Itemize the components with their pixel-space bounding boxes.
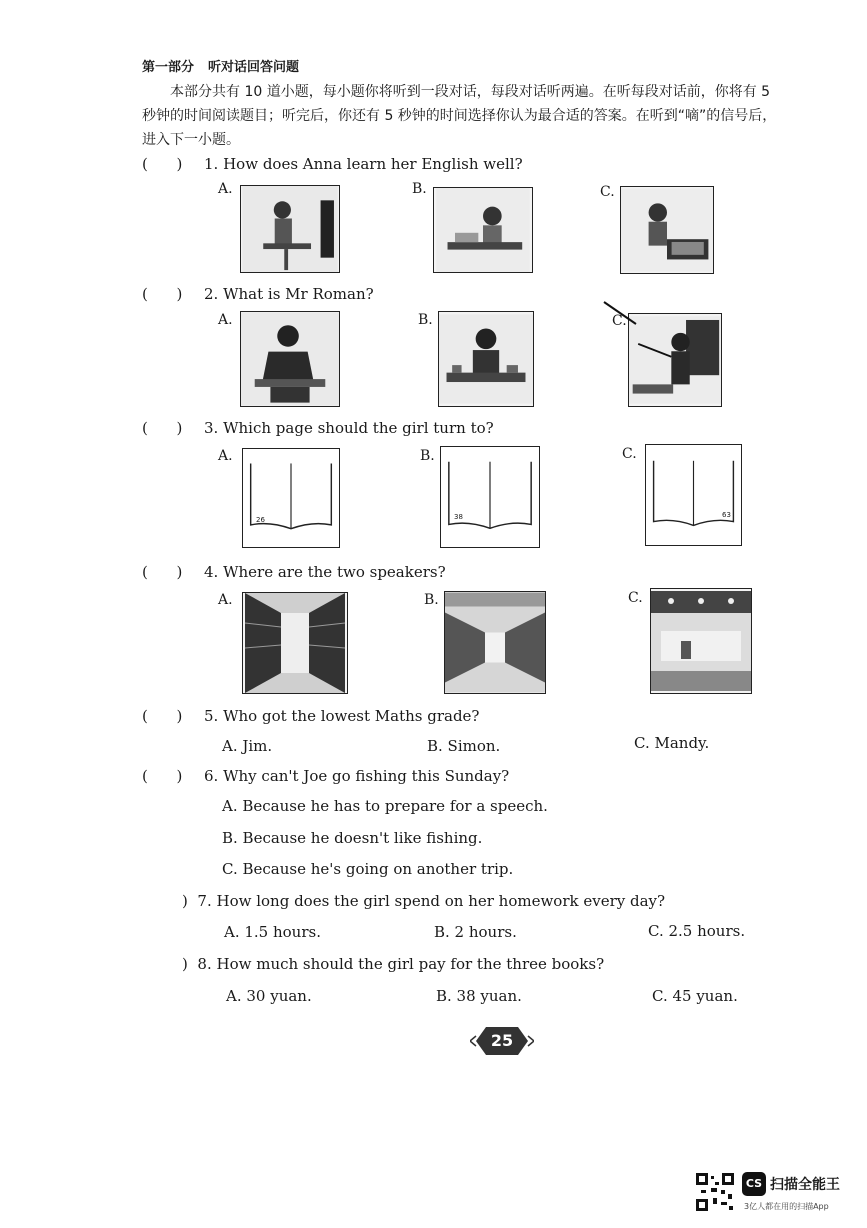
option-picture-b[interactable] xyxy=(438,311,534,407)
question-3 xyxy=(142,419,494,437)
answer-blank[interactable]: ( ) xyxy=(142,563,183,581)
question-number: 5. xyxy=(204,707,219,725)
question-5 xyxy=(142,707,479,725)
option-c[interactable]: C. Mandy. xyxy=(634,734,710,752)
option-label: A. xyxy=(218,448,233,464)
option-label: B. xyxy=(412,181,427,197)
option-c[interactable]: C. 2.5 hours. xyxy=(648,922,746,940)
option-picture-a[interactable] xyxy=(240,185,340,273)
option-c[interactable]: C. 45 yuan. xyxy=(652,987,738,1005)
answer-blank-close[interactable]: ) xyxy=(182,955,188,973)
qr-code-icon xyxy=(695,1172,735,1212)
option-picture-a[interactable] xyxy=(242,448,340,548)
option-b[interactable]: B. Simon. xyxy=(427,737,501,755)
question-number: 7. xyxy=(197,892,212,910)
question-2 xyxy=(142,285,374,303)
option-picture-c[interactable] xyxy=(628,313,722,407)
scanner-logo: CS xyxy=(742,1172,766,1196)
scanner-tagline: 3亿人都在用的扫描App xyxy=(744,1202,829,1211)
option-label: C. xyxy=(622,446,637,462)
question-number: 8. xyxy=(197,955,212,973)
option-b[interactable]: B. 2 hours. xyxy=(434,923,517,941)
page-number-label: 63 xyxy=(722,511,731,519)
option-a[interactable]: A. Because he has to prepare for a speech. xyxy=(222,797,548,815)
question-text: Who got the lowest Maths grade? xyxy=(223,707,480,725)
answer-blank[interactable]: ( ) xyxy=(142,285,183,303)
answer-blank[interactable]: ( ) xyxy=(142,707,183,725)
option-picture-b[interactable] xyxy=(440,446,540,548)
section-heading xyxy=(142,56,299,75)
option-b[interactable]: B. 38 yuan. xyxy=(436,987,522,1005)
page-number-label: 26 xyxy=(256,516,265,524)
pointer-stick-icon xyxy=(600,298,640,328)
section-title: 第一部分 xyxy=(142,60,195,75)
option-picture-a[interactable] xyxy=(240,311,340,407)
option-label: C. xyxy=(600,184,615,200)
section-subtitle: 听对话回答问题 xyxy=(208,60,300,75)
question-number: 4. xyxy=(204,563,219,581)
page-number-label: 38 xyxy=(454,513,463,521)
question-1 xyxy=(142,155,523,173)
scanner-app-name: 扫描全能王 xyxy=(770,1177,840,1193)
question-number: 6. xyxy=(204,767,219,785)
option-picture-b[interactable] xyxy=(444,591,546,694)
page-number: 25 xyxy=(490,1031,514,1050)
option-label: A. xyxy=(218,592,233,608)
option-label: C. xyxy=(612,313,627,329)
question-text: Where are the two speakers? xyxy=(223,563,446,581)
answer-blank[interactable]: ( ) xyxy=(142,155,183,173)
option-label: B. xyxy=(418,312,433,328)
question-text: How does Anna learn her English well? xyxy=(223,155,523,173)
option-a[interactable]: A. 30 yuan. xyxy=(226,987,312,1005)
question-7 xyxy=(182,892,665,910)
question-text: Which page should the girl turn to? xyxy=(223,419,494,437)
option-picture-c[interactable] xyxy=(645,444,742,546)
question-8 xyxy=(182,955,604,973)
option-picture-b[interactable] xyxy=(433,187,533,273)
option-a[interactable]: A. Jim. xyxy=(222,737,273,755)
option-label: B. xyxy=(420,448,435,464)
question-number: 3. xyxy=(204,419,219,437)
question-text: What is Mr Roman? xyxy=(223,285,374,303)
question-number: 2. xyxy=(204,285,219,303)
option-a[interactable]: A. 1.5 hours. xyxy=(224,923,321,941)
option-label: A. xyxy=(218,312,233,328)
question-number: 1. xyxy=(204,155,219,173)
option-picture-a[interactable] xyxy=(242,592,348,694)
question-4 xyxy=(142,563,446,581)
answer-blank[interactable]: ( ) xyxy=(142,419,183,437)
section-intro: 本部分共有 10 道小题，每小题你将听到一段对话，每段对话听两遍。在听每段对话前，你将有 5 秒钟的时间阅读题目；听完后，你还有 5 秒钟的时间选择你认为最合适的答案。在听到“嘀”的信号后，进入下一小题。 xyxy=(142,84,777,148)
question-text: How much should the girl pay for the three books? xyxy=(216,955,605,973)
answer-blank[interactable]: ( ) xyxy=(142,767,183,785)
option-picture-c[interactable] xyxy=(650,588,752,694)
option-label: B. xyxy=(424,592,439,608)
option-label: C. xyxy=(628,590,643,606)
answer-blank-close[interactable]: ) xyxy=(182,892,188,910)
option-c[interactable]: C. Because he's going on another trip. xyxy=(222,860,514,878)
option-b[interactable]: B. Because he doesn't like fishing. xyxy=(222,829,483,847)
option-label: A. xyxy=(218,181,233,197)
question-text: Why can't Joe go fishing this Sunday? xyxy=(223,767,510,785)
question-6 xyxy=(142,767,509,785)
question-text: How long does the girl spend on her homework every day? xyxy=(216,892,666,910)
option-picture-c[interactable] xyxy=(620,186,714,274)
